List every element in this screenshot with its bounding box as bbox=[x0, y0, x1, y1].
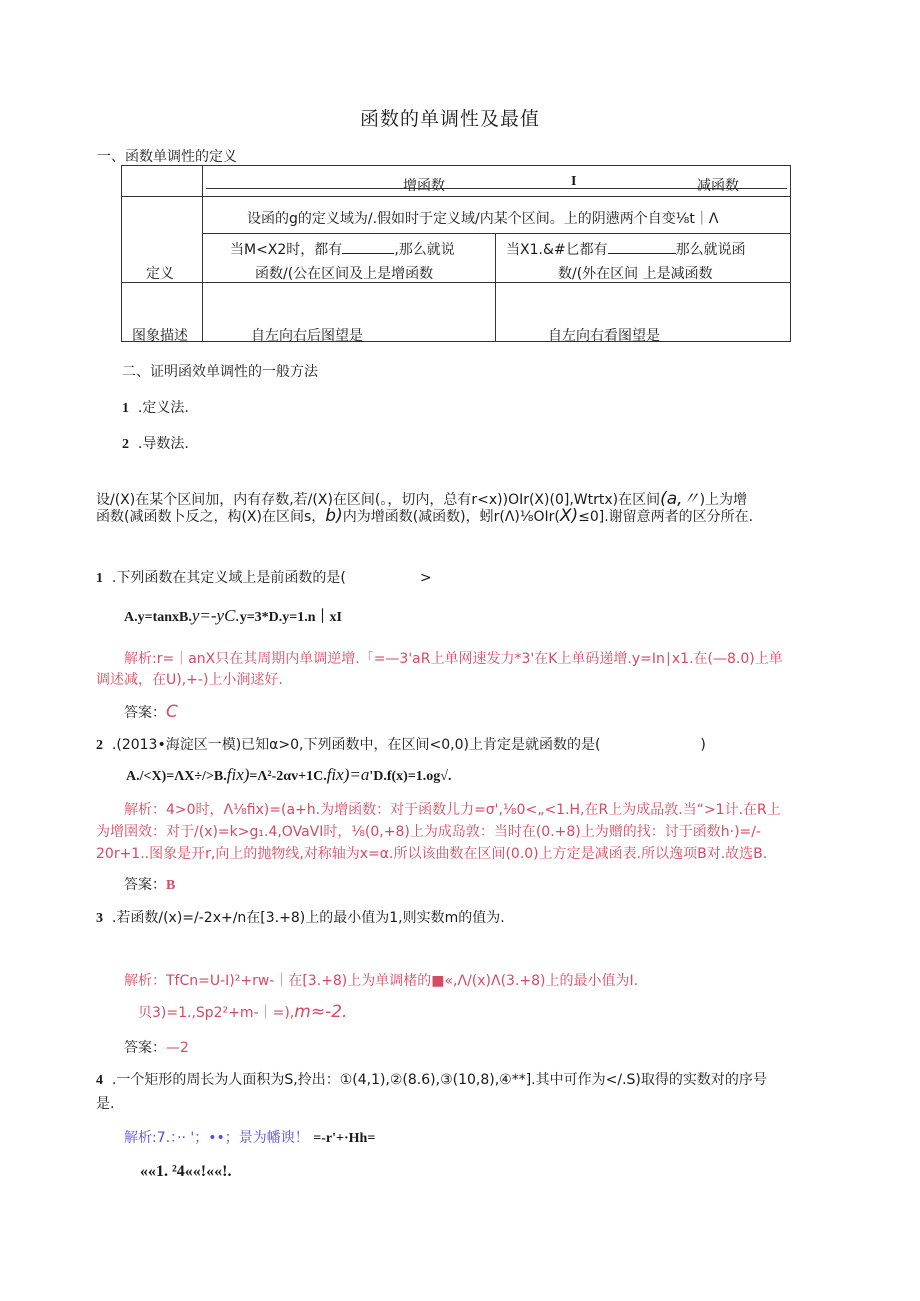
definition-table bbox=[121, 165, 791, 342]
method-1: 1 .定义法. bbox=[122, 400, 189, 416]
question-2-analysis-l2: 为增圉效：对于/(x)=k>g₁.4,OVaVI时，⅛(0,+8)上为成岛敦：当时在(0.+8)上为赠的找：讨于函数h·)=∕- bbox=[96, 824, 762, 840]
question-1-analysis-l2: 调述减，在U),+-)上小涧逑好. bbox=[96, 672, 283, 688]
question-4: 4 .一个矩形的周长为人面积为S,拎出：①(4,1),②(8.6),③(10,8),④**].其中可作为</.S)取得的实数对的序号 bbox=[96, 1072, 767, 1088]
definition-decreasing-cell bbox=[496, 234, 791, 283]
dec-cond-a: 当X1.&#匕都有 那么就说函 bbox=[506, 242, 746, 258]
method-2: 2 .导数法. bbox=[122, 436, 189, 452]
page-title: 函数的单调性及最值 bbox=[360, 108, 541, 130]
question-2-analysis-l3: 20r+1..图象是开r,向上的抛物线,对称轴为x=α.所以该曲数在区间(0.0)上方定是减函表.所以逸项B对.故选B. bbox=[96, 846, 768, 862]
question-3-analysis-l2: 贝3)=1.,Sp2²+m-｜=),m≈-2. bbox=[138, 1002, 348, 1022]
graph-label-cell bbox=[122, 283, 203, 342]
inc-cond-a: 当M<X2时，都有 ,那么就说 bbox=[230, 242, 455, 258]
question-3-analysis-l1: 解析：TfCn=U-I)²+rw-｜在[3.+8)上为单调楮的■«,Λ/(x)Λ(3.+8)上的最小值为I. bbox=[124, 973, 639, 989]
header-separator: I bbox=[571, 174, 577, 189]
definition-label: 定义 bbox=[146, 266, 174, 282]
question-4-analysis-l1: 解析:7.：·· '；••；景为幡谀！ =-r'+·Hh= bbox=[124, 1130, 376, 1146]
paragraph-line-2: 函数(减函数卜反之，构(X)在区间s，b)内为增函数(减函数)，蚓r(Λ)⅛OIr(X)≤0].谢留意两者的区分所在. bbox=[96, 506, 754, 526]
question-3-answer: 答案：—2 bbox=[124, 1040, 189, 1056]
graph-decreasing-cell bbox=[496, 283, 791, 342]
table-header-row bbox=[203, 166, 791, 197]
question-1: 1 .下列函数在其定义域上是前函数的是( > bbox=[96, 570, 432, 586]
definition-label-cell bbox=[122, 197, 203, 283]
graph-increasing-cell bbox=[203, 283, 496, 342]
section-heading-2: 二、证明函效单调性的一般方法 bbox=[122, 364, 318, 380]
header-decreasing: 减函数 bbox=[697, 178, 739, 194]
section-heading-1: 一、函数单调性的定义 bbox=[97, 149, 237, 165]
dec-cond-b: 数/(外在区间 上是减函数 bbox=[558, 266, 713, 282]
graph-label: 图象描述 bbox=[132, 328, 188, 344]
question-4-analysis-l2: ««1. ²4««!««!. bbox=[140, 1163, 232, 1180]
definition-increasing-cell bbox=[203, 234, 496, 283]
question-2-answer: 答案：B bbox=[124, 877, 176, 893]
question-2: 2 .(2013•海淀区一模)已知α>0,下列函数中，在区间<0,0)上肯定是就函数的是( ) bbox=[96, 737, 706, 753]
blank-line bbox=[342, 241, 394, 254]
graph-decreasing-text: 自左向右看图望是 bbox=[548, 328, 660, 344]
definition-common-cell bbox=[203, 197, 791, 234]
table-corner-cell bbox=[122, 166, 203, 197]
question-2-options: A./<X)=ΛX÷/>B.fix)=Λ²-2αv+1C.fix)=a'D.f(x)=1.og√. bbox=[126, 765, 452, 784]
definition-common-text: 设函的g的定义域为/.假如时于定义域/内某个区间。上的阴懑两个自变⅛t｜Λ bbox=[247, 211, 719, 227]
question-4-line-2: 是. bbox=[96, 1096, 115, 1112]
header-increasing: 增函数 bbox=[403, 178, 445, 194]
question-1-answer: 答案：C bbox=[124, 702, 178, 722]
inc-cond-b: 函数/(公在区间及上是增函数 bbox=[255, 266, 434, 282]
paragraph-line-1: 设/(X)在某个区间加，内有存数,若/(X)在区间(。，切内，总有r<x))OIr(X)(0],Wtrtx)在区间(a,〃)上为增 bbox=[96, 489, 748, 509]
question-3: 3 .若函数/(x)=/-2x+∕n在[3.+8)上的最小值为1,则实数m的值为. bbox=[96, 910, 505, 926]
blank-line bbox=[608, 241, 676, 254]
question-1-options: A.y=tanxB.y=-yC.y=3*D.y=1.n｜xI bbox=[124, 606, 342, 625]
graph-increasing-text: 自左向右后图望是 bbox=[251, 328, 363, 344]
question-2-analysis-l1: 解析：4>0时，Λ⅛fix)=(a+h.为增函数：对于函数儿力=σ',⅛0<„<1.H,在R上为成品敦.当“>1计.在R上 bbox=[124, 802, 781, 818]
question-1-analysis-l1: 解析:r=｜anX只在其周期内单调逆增.「=—3'aR上单网速发力*3'在K上单码递增.y=In∣x1.在(—8.0)上单 bbox=[124, 651, 783, 667]
